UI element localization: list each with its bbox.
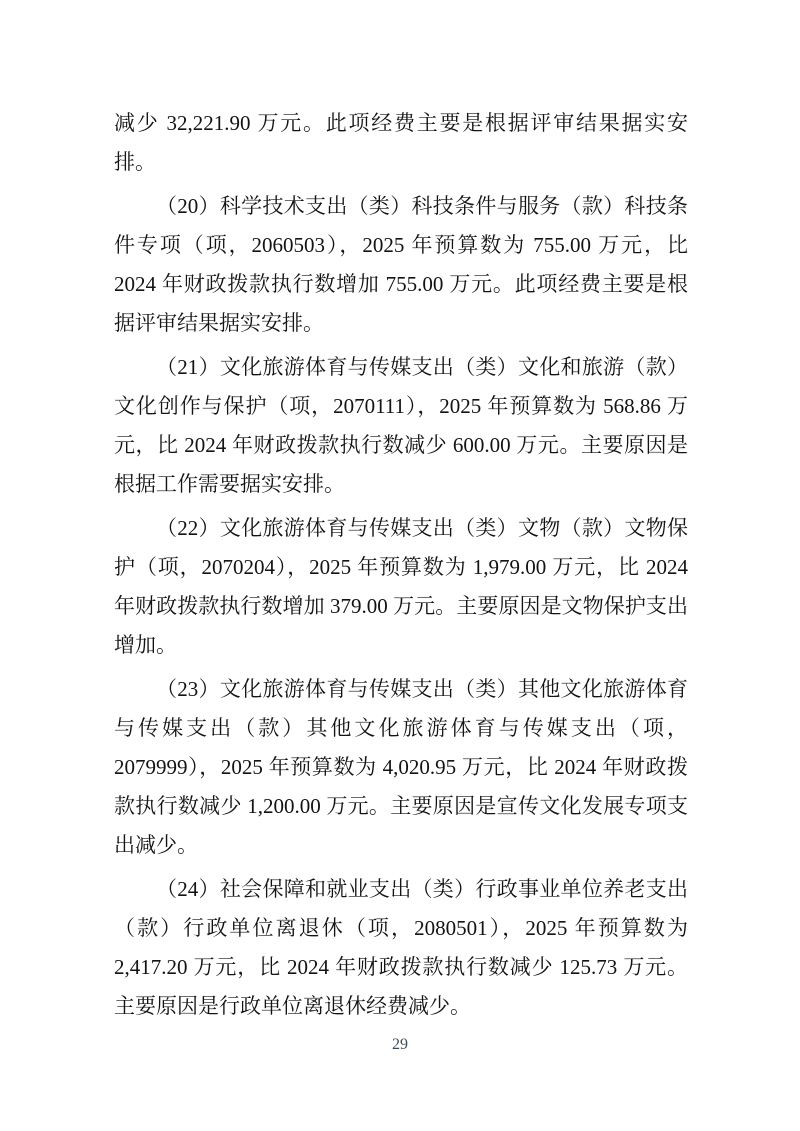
paragraph-continuation: 减少 32,221.90 万元。此项经费主要是根据评审结果据实安排。 — [114, 111, 688, 174]
paragraph-item-22: （22）文化旅游体育与传媒支出（类）文物（款）文物保护（项，2070204），2025 年预算数为 1,979.00 万元，比 2024 年财政拨款执行数增加 379.00 万元。主要原因是文物保护支出增加。 — [114, 516, 688, 657]
paragraph-item-23: （23）文化旅游体育与传媒支出（类）其他文化旅游体育与传媒支出（款）其他文化旅游体育与传媒支出（项，2079999），2025 年预算数为 4,020.95 万元，比 2024 年财政拨款执行数减少 1,200.00 万元。主要原因是宣传文化发展专项支出减少。 — [114, 677, 688, 857]
document-body — [114, 104, 688, 1026]
paragraph-item-20: （20）科学技术支出（类）科技条件与服务（款）科技条件专项（项，2060503），2025 年预算数为 755.00 万元，比 2024 年财政拨款执行数增加 755.00 万元。此项经费主要是根据评审结果据实安排。 — [114, 194, 688, 335]
page-number: 29 — [392, 1036, 408, 1053]
paragraph-item-24: （24）社会保障和就业支出（类）行政事业单位养老支出（款）行政单位离退休（项，2080501），2025 年预算数为 2,417.20 万元，比 2024 年财政拨款执行数减少 125.73 万元。主要原因是行政单位离退休经费减少。 — [114, 877, 688, 1018]
paragraph-item-21: （21）文化旅游体育与传媒支出（类）文化和旅游（款）文化创作与保护（项，2070111），2025 年预算数为 568.86 万元，比 2024 年财政拨款执行数减少 600.00 万元。主要原因是根据工作需要据实安排。 — [114, 355, 688, 496]
